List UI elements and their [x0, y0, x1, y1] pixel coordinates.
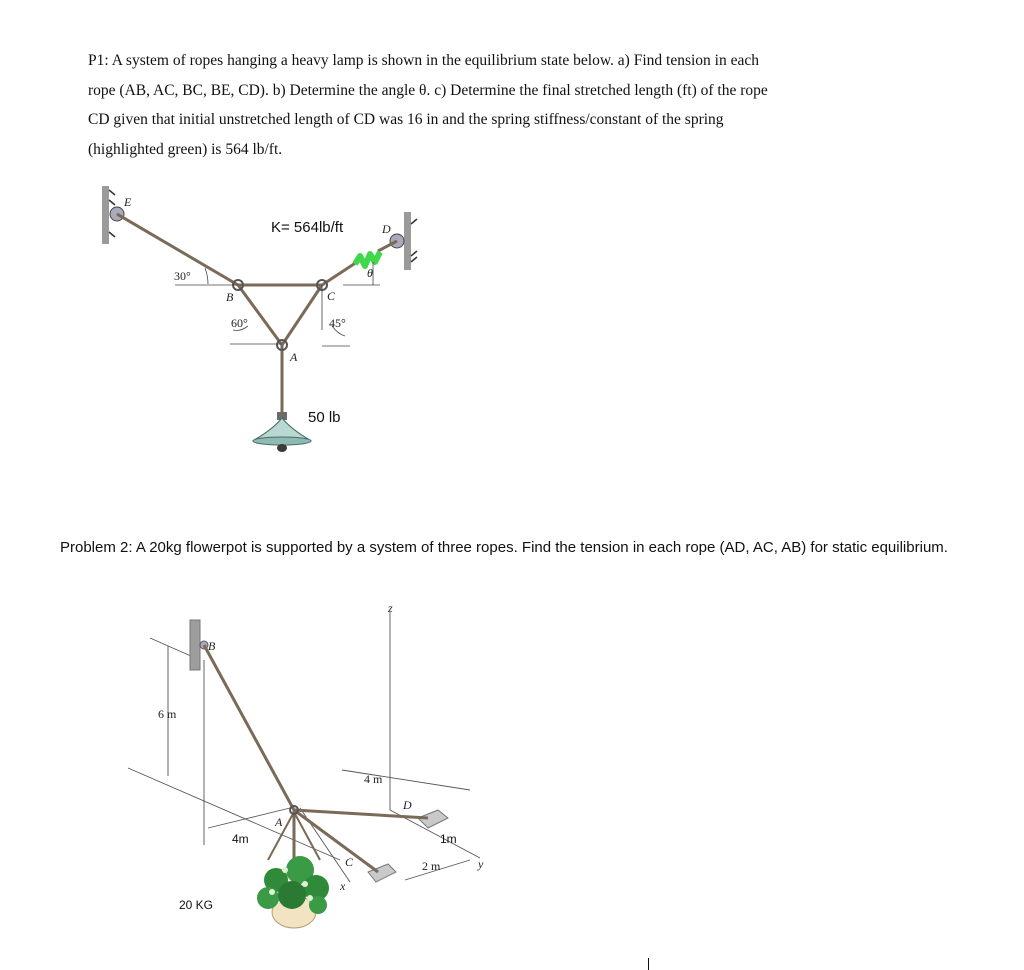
dim-2m-label: 2 m: [422, 859, 441, 873]
figure-1: [102, 186, 417, 452]
axis-x-label: x: [340, 879, 346, 893]
point-b-label: B: [226, 290, 234, 304]
point-c-label: C: [327, 289, 336, 303]
spring-constant-label: K= 564lb/ft: [271, 219, 344, 236]
dim-1m-label: 1m: [440, 832, 457, 846]
figure-2: [128, 601, 484, 928]
point-d-label: D: [403, 798, 412, 812]
point-b-label: B: [208, 639, 216, 653]
mass-label: 20 KG: [179, 898, 214, 912]
flowerpot-icon: [257, 856, 329, 928]
point-c-label: C: [345, 855, 354, 869]
rope-ab: [204, 645, 294, 810]
angle-60-label: 60°: [231, 316, 248, 330]
problem-2-text: Problem 2: A 20kg flowerpot is supported by a system of three ropes. Find the tension in each rope (AD, AC, AB) for static equilibrium.: [60, 539, 948, 556]
dim-4m-bottom-label: 4m: [232, 832, 249, 846]
right-wall: [404, 212, 411, 270]
dim-6m-label: 6 m: [158, 707, 177, 721]
ground-line-1: [128, 768, 340, 860]
point-d-label: D: [382, 222, 391, 236]
arc-30: [205, 268, 208, 284]
axis-z-label: z: [388, 601, 393, 615]
problem-1-text: P1: A system of ropes hanging a heavy lamp is shown in the equilibrium state below. a) Find tension in each rope (AB, AC, BC, BE, CD). b) Determine the angle θ. c) Determine the final stretched length (ft) of the rope CD given that initial unstretched length of CD was 16 in and the spring stiffness/constant of the spring (highlighted green) is 564 lb/ft.: [88, 52, 768, 158]
rope-c-spring: [322, 262, 357, 285]
right-wall-bolts: [411, 219, 417, 262]
dim-line-4m-top: [342, 770, 470, 790]
spring-icon: [355, 252, 380, 266]
left-wall: [102, 186, 109, 244]
angle-45-label: 45°: [329, 316, 346, 330]
dim-4m-top-label: 4 m: [364, 772, 383, 786]
lamp-rim: [253, 437, 311, 445]
text-cursor: [648, 958, 649, 970]
rope-ac: [282, 285, 322, 345]
angle-30-label: 30°: [174, 269, 191, 283]
point-a-label: A: [290, 350, 298, 364]
lamp-bulb-icon: [277, 444, 287, 452]
wall-plate-b: [190, 620, 200, 670]
rope-ab: [238, 285, 282, 345]
point-e-label: E: [124, 195, 132, 209]
load-label: 50 lb: [308, 409, 341, 426]
angle-theta-label: θ: [367, 266, 373, 280]
point-a-label: A: [275, 815, 283, 829]
axis-y-label: y: [478, 857, 484, 871]
